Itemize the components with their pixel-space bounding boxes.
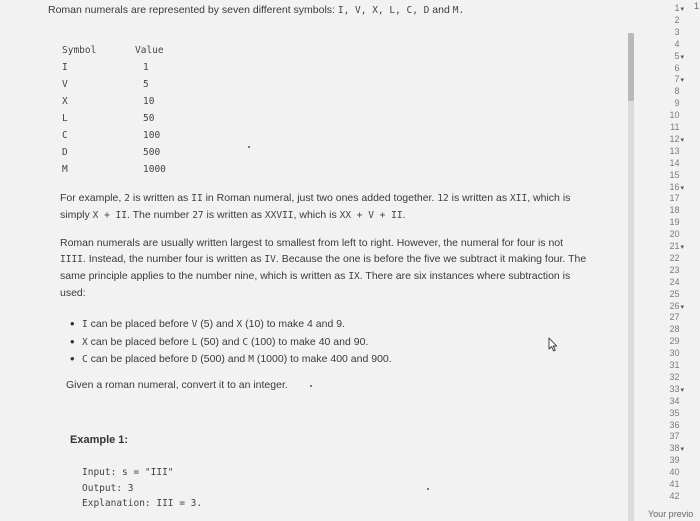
code-number: 27 bbox=[192, 210, 204, 221]
line-number-text: 26 bbox=[669, 300, 680, 311]
bullet-icon: • bbox=[70, 316, 75, 331]
intro-text: Roman numerals are represented by seven different symbols: bbox=[48, 4, 338, 16]
line-number-text: 21 bbox=[669, 241, 680, 251]
table-cell-symbol: D bbox=[62, 147, 68, 158]
fold-arrow-icon[interactable]: ▾ bbox=[680, 53, 684, 61]
line-number-text: 17 bbox=[669, 193, 680, 204]
line-number-text: 39 bbox=[669, 455, 680, 466]
fold-arrow-icon[interactable]: ▾ bbox=[680, 77, 684, 85]
fold-arrow-icon[interactable]: ▾ bbox=[680, 136, 684, 144]
code-numeral: IV bbox=[264, 254, 276, 265]
line-number-text: 24 bbox=[669, 276, 680, 287]
line-number-text: 31 bbox=[669, 360, 680, 370]
code-numeral: L bbox=[191, 336, 198, 348]
text: can be placed before bbox=[87, 353, 192, 365]
code-numeral: XXVII bbox=[264, 210, 294, 221]
fold-arrow-icon[interactable]: ▾ bbox=[680, 386, 684, 394]
code-numeral: C bbox=[242, 336, 249, 348]
task-statement: Given a roman numeral, convert it to an integer. bbox=[66, 379, 288, 391]
code-expression: X + II bbox=[92, 210, 127, 221]
example-1-input: Input: s = "III" bbox=[82, 467, 174, 478]
line-number-text: 42 bbox=[669, 490, 680, 501]
table-cell-value: 100 bbox=[143, 130, 161, 141]
code-number: 12 bbox=[437, 193, 449, 204]
line-number-text: 36 bbox=[669, 419, 680, 430]
intro-symbols: I, V, X, L, C, D bbox=[337, 5, 430, 16]
mouse-pointer-icon bbox=[546, 337, 560, 353]
code-numeral: C bbox=[82, 354, 88, 365]
code-numeral: I bbox=[82, 319, 88, 330]
code-numeral: M bbox=[248, 354, 254, 365]
text: is written as bbox=[203, 209, 265, 221]
text: (1000) to make 400 and 900. bbox=[253, 353, 392, 365]
table-cell-value: 5 bbox=[143, 79, 149, 90]
bullet-icon: • bbox=[70, 333, 75, 349]
editor-line-gutter bbox=[636, 0, 688, 510]
intro-and: and bbox=[429, 4, 453, 16]
cursor-dot bbox=[310, 385, 312, 387]
line-number-text: 27 bbox=[669, 312, 680, 323]
line-number-text: 38 bbox=[669, 443, 680, 454]
text: (100) to make 40 and 90. bbox=[248, 335, 369, 348]
line-number-text: 20 bbox=[669, 229, 680, 240]
list-item bbox=[70, 351, 392, 369]
list-item bbox=[70, 316, 392, 334]
subtraction-paragraph bbox=[60, 235, 615, 301]
text: is written as bbox=[129, 192, 192, 204]
text: . Because the one is before the five we subtract it making four. The bbox=[275, 253, 587, 265]
line-number-text: 19 bbox=[669, 217, 680, 228]
line-number-text: 16 bbox=[669, 181, 680, 192]
intro-last-symbol: M. bbox=[452, 5, 465, 16]
table-cell-symbol: I bbox=[62, 62, 68, 73]
line-number-text: 34 bbox=[669, 395, 680, 406]
line-number-text: 29 bbox=[669, 336, 680, 347]
text: (500) and bbox=[197, 353, 249, 365]
text: can be placed before bbox=[87, 335, 192, 348]
footer-hint[interactable]: Your previo bbox=[648, 509, 694, 519]
code-numeral: D bbox=[191, 354, 198, 365]
text: in Roman numeral, just two ones added together. bbox=[202, 192, 438, 204]
text: is written as bbox=[448, 192, 511, 204]
line-number-text: 37 bbox=[669, 431, 680, 442]
line-number-text: 40 bbox=[669, 467, 680, 478]
code-numeral: X bbox=[82, 336, 88, 348]
bullet-icon: • bbox=[70, 351, 75, 366]
line-number-text: 4 bbox=[674, 38, 680, 49]
text: (50) and bbox=[197, 335, 243, 348]
example-paragraph bbox=[60, 190, 615, 224]
line-number-text: 5 bbox=[674, 50, 680, 61]
text: can be placed before bbox=[87, 318, 192, 330]
line-number bbox=[644, 490, 684, 504]
line-number-text: 18 bbox=[669, 205, 680, 216]
intro-line bbox=[48, 4, 464, 16]
code-numeral: II bbox=[191, 193, 203, 204]
code-numeral: XII bbox=[510, 193, 528, 204]
table-cell-value: 1 bbox=[143, 62, 149, 73]
text: Roman numerals are usually written largest to smallest from left to right. However, the numeral for four is not bbox=[60, 237, 564, 249]
table-cell-symbol: L bbox=[62, 113, 68, 124]
code-expression: XX + V + II bbox=[339, 210, 403, 221]
table-cell-value: 1000 bbox=[143, 164, 166, 175]
text: . bbox=[402, 209, 406, 221]
text: (10) to make 4 and 9. bbox=[242, 318, 345, 330]
table-cell-symbol: C bbox=[62, 130, 68, 141]
line-number-text: 30 bbox=[669, 348, 680, 359]
text: , which is bbox=[293, 209, 340, 221]
line-number-text: 33 bbox=[669, 383, 680, 394]
code-numeral: IX bbox=[348, 271, 360, 282]
example-1-explanation: Explanation: III = 3. bbox=[82, 498, 203, 509]
line-number-text: 10 bbox=[669, 110, 680, 121]
text: , which is bbox=[527, 192, 571, 204]
cursor-dot bbox=[248, 146, 250, 148]
line-number-text: 1 bbox=[674, 3, 680, 13]
cursor-dot bbox=[427, 488, 429, 490]
line-number-text: 32 bbox=[669, 371, 680, 382]
fold-arrow-icon[interactable]: ▾ bbox=[680, 446, 684, 454]
line-number-text: 8 bbox=[674, 86, 680, 97]
text: same principle applies to the number nine, which is written as bbox=[60, 270, 349, 282]
table-header-value: Value bbox=[135, 45, 164, 56]
description-scrollbar-track[interactable] bbox=[628, 33, 634, 521]
line-number-text: 11 bbox=[670, 122, 680, 132]
table-cell-symbol: X bbox=[62, 96, 68, 107]
line-number-text: 35 bbox=[669, 407, 680, 418]
text: used: bbox=[60, 287, 86, 299]
code-numeral: X bbox=[236, 319, 243, 330]
line-number-text: 7 bbox=[674, 74, 680, 85]
fold-arrow-icon[interactable]: ▾ bbox=[680, 184, 684, 192]
description-scrollbar-thumb[interactable] bbox=[628, 33, 634, 101]
text: . The number bbox=[127, 209, 193, 221]
table-header-symbol: Symbol bbox=[62, 45, 97, 56]
line-number-text: 41 bbox=[669, 479, 680, 489]
line-number-text: 23 bbox=[669, 264, 680, 275]
table-cell-symbol: V bbox=[62, 79, 68, 90]
example-1-title: Example 1: bbox=[70, 434, 129, 446]
text: (5) and bbox=[197, 318, 237, 330]
code-number: 2 bbox=[124, 193, 130, 204]
subtraction-cases-list bbox=[70, 316, 392, 369]
edge-line-number: 1 bbox=[694, 1, 700, 11]
fold-arrow-icon[interactable]: ▾ bbox=[680, 244, 684, 251]
line-number-text: 13 bbox=[669, 145, 680, 156]
line-number-text: 12 bbox=[669, 133, 680, 144]
code-numeral: V bbox=[191, 319, 198, 330]
line-number-text: 6 bbox=[674, 62, 680, 73]
line-number-text: 9 bbox=[674, 98, 680, 109]
table-cell-value: 50 bbox=[143, 113, 155, 124]
text: For example, bbox=[60, 192, 125, 204]
line-number-text: 28 bbox=[669, 324, 680, 335]
code-numeral: IIII bbox=[60, 254, 83, 265]
line-number-text: 22 bbox=[669, 252, 680, 263]
fold-arrow-icon[interactable]: ▾ bbox=[680, 303, 684, 311]
table-cell-value: 500 bbox=[143, 147, 161, 158]
line-number-text: 25 bbox=[669, 288, 680, 299]
line-number-text: 3 bbox=[674, 26, 680, 37]
example-1-output: Output: 3 bbox=[82, 483, 134, 494]
table-cell-value: 10 bbox=[143, 96, 155, 107]
text: simply bbox=[60, 209, 93, 221]
list-item bbox=[70, 334, 392, 352]
table-cell-symbol: M bbox=[62, 164, 68, 175]
line-number-text: 2 bbox=[674, 14, 680, 25]
line-number-text: 15 bbox=[669, 169, 680, 180]
text: . There are six instances where subtraction is bbox=[359, 270, 571, 282]
text: . Instead, the number four is written as bbox=[82, 253, 265, 265]
line-number-text: 14 bbox=[669, 157, 680, 168]
fold-arrow-icon[interactable]: ▾ bbox=[680, 6, 684, 13]
